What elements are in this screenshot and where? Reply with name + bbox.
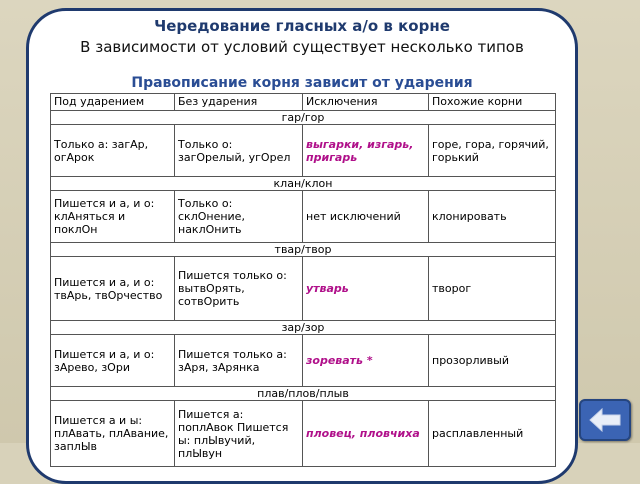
slide-title: Чередование гласных а/о в корне	[154, 17, 450, 35]
cell-exceptions: нет исключений	[303, 191, 429, 243]
rules-table-wrapper	[50, 93, 555, 467]
cell-similar-roots: творог	[429, 257, 556, 321]
cell-unstressed: Пишется а: поплАвок Пишется ы: плЫвучий, плЫвун	[175, 401, 303, 467]
group-label-row	[51, 321, 556, 335]
header-similar-roots: Похожие корни	[429, 94, 556, 111]
cell-unstressed: Только о: склОнение, наклОнить	[175, 191, 303, 243]
cell-similar-roots: прозорливый	[429, 335, 556, 387]
group-label: плав/плов/плыв	[51, 387, 556, 401]
table-row	[51, 401, 556, 467]
rules-table	[50, 93, 556, 467]
group-label: гар/гор	[51, 111, 556, 125]
cell-unstressed: Пишется только о: вытвОрять, сотвОрить	[175, 257, 303, 321]
group-label: клан/клон	[51, 177, 556, 191]
rule-title: Правописание корня зависит от ударения	[131, 75, 473, 91]
group-label-row	[51, 177, 556, 191]
arrow-left-icon	[589, 408, 621, 432]
table-row	[51, 191, 556, 243]
cell-stressed: Только а: загАр, огАрок	[51, 125, 175, 177]
table-header-row	[51, 94, 556, 111]
cell-stressed: Пишется а и ы: плАвать, плАвание, заплЫв	[51, 401, 175, 467]
group-label-row	[51, 111, 556, 125]
cell-unstressed: Только о: загОрелый, угОрел	[175, 125, 303, 177]
group-label: твар/твор	[51, 243, 556, 257]
group-label-row	[51, 243, 556, 257]
cell-stressed: Пишется и а, и о: клАняться и поклОн	[51, 191, 175, 243]
cell-similar-roots: горе, гора, горячий, горький	[429, 125, 556, 177]
header-exceptions: Исключения	[303, 94, 429, 111]
header-unstressed: Без ударения	[175, 94, 303, 111]
group-label-row	[51, 387, 556, 401]
cell-unstressed: Пишется только а: зАря, зАрянка	[175, 335, 303, 387]
group-label: зар/зор	[51, 321, 556, 335]
cell-exceptions: выгарки, изгарь, пригарь	[303, 125, 429, 177]
table-row	[51, 125, 556, 177]
cell-stressed: Пишется и а, и о: зАрево, зОри	[51, 335, 175, 387]
cell-similar-roots: клонировать	[429, 191, 556, 243]
header-stressed: Под ударением	[51, 94, 175, 111]
cell-exceptions: зоревать *	[303, 335, 429, 387]
cell-similar-roots: расплавленный	[429, 401, 556, 467]
back-button[interactable]	[579, 399, 631, 441]
cell-exceptions: утварь	[303, 257, 429, 321]
slide-card	[26, 8, 578, 484]
cell-exceptions: пловец, пловчиха	[303, 401, 429, 467]
table-row	[51, 257, 556, 321]
slide-subtitle: В зависимости от условий существует несколько типов	[80, 38, 524, 56]
table-row	[51, 335, 556, 387]
cell-stressed: Пишется и а, и о: твАрь, твОрчество	[51, 257, 175, 321]
